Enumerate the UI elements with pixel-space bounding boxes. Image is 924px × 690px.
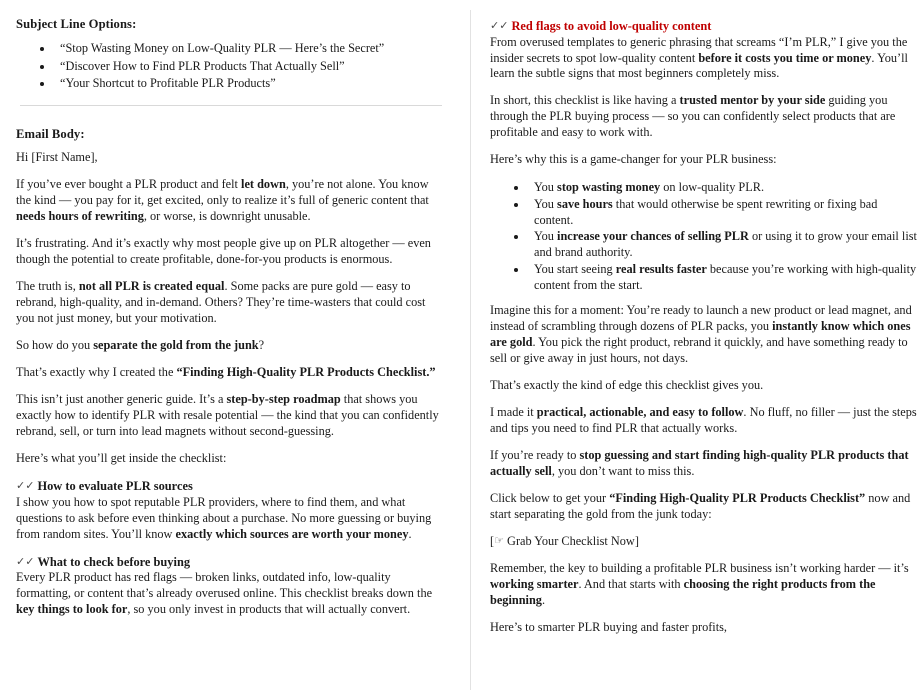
- text-run: , so you only invest in products that will actually convert.: [127, 602, 411, 617]
- text-run: now and start separating the gold from the junk today:: [490, 490, 911, 521]
- emphasis-run: let down: [241, 177, 286, 192]
- paragraph-10: [490, 303, 918, 367]
- text-run: You start seeing: [534, 261, 616, 276]
- text-run: . No fluff, no filler — just the steps and tips you need to find PLR that actually works.: [490, 404, 917, 435]
- text-run: .: [408, 526, 412, 541]
- text-run: You: [534, 229, 558, 244]
- greeting-line: Hi [First Name],: [16, 150, 98, 165]
- paragraph-12: [490, 405, 918, 437]
- text-run: ]: [634, 533, 639, 548]
- benefits-list: [490, 179, 918, 293]
- list-item: [528, 196, 918, 228]
- text-run: . You pick the right product, rebrand it quickly, and have something ready to sell or give away in just hours, not days.: [490, 334, 908, 365]
- list-item: [528, 261, 918, 293]
- emphasis-run: key things to look for: [16, 602, 128, 617]
- text-run: that would otherwise be spent rewriting or fixing bad content.: [534, 196, 878, 227]
- emphasis-run: needs hours of rewriting: [16, 209, 144, 224]
- checklist-feature-1: [16, 478, 446, 542]
- checkmark-icon: ✓✓: [16, 554, 35, 568]
- list-item: [54, 58, 446, 74]
- emphasis-run: stop guessing and start finding high-quality PLR products that actually sell: [490, 447, 909, 478]
- subject-line-options-heading: Subject Line Options:: [16, 17, 137, 31]
- product-title: “Finding High-Quality PLR Products Checklist”: [609, 490, 866, 505]
- text-run: that shows you exactly how to identify PLR with resale potential — the kind that you can confidently rebrand, sell, or turn into lead magnets without second-guessing.: [16, 392, 439, 439]
- text-run: If you’re ready to: [490, 447, 580, 462]
- feature-body-1: [16, 495, 446, 543]
- text-run: Every PLR product has red flags — broken links, outdated info, low-quality formatting, or content that’s already overused online. This checklist breaks down the: [16, 570, 433, 601]
- text-run: .: [541, 592, 546, 607]
- paragraph-8: [490, 93, 918, 141]
- text-run: because you’re working with high-quality content from the start.: [534, 261, 917, 292]
- cta-link[interactable]: [490, 534, 918, 550]
- emphasis-run: step-by-step roadmap: [226, 392, 341, 407]
- text-run: Click below to get your: [490, 490, 610, 505]
- email-body-heading: Email Body:: [16, 127, 85, 142]
- text-run: If you’ve ever bought a PLR product and felt: [16, 177, 242, 192]
- text-run: From overused templates to generic phrasing that screams “I’m PLR,” I give you the insider secrets to spot low-quality content: [490, 34, 908, 65]
- emphasis-run: save hours: [557, 196, 613, 211]
- paragraph-9: Here’s why this is a game-changer for your PLR business:: [490, 152, 777, 167]
- feature-heading-text: Red flags to avoid low-quality content: [511, 19, 712, 33]
- cta-label: Grab Your Checklist Now: [503, 533, 635, 548]
- paragraph-13: [490, 448, 918, 480]
- text-run: ?: [258, 338, 265, 353]
- feature-heading-text: What to check before buying: [37, 554, 191, 569]
- text-run: guiding you through the PLR buying process — so you can confidently select products that are profitable and easy to work with.: [490, 93, 896, 140]
- paragraph-1: [16, 177, 446, 225]
- feature-body-3: [490, 35, 918, 83]
- emphasis-run: real results faster: [615, 261, 707, 276]
- paragraph-11: That’s exactly the kind of edge this checklist gives you.: [490, 377, 764, 392]
- emphasis-run: practical, actionable, and easy to follow: [536, 404, 744, 419]
- text-run: This isn’t just another generic guide. It’s a: [16, 392, 227, 407]
- paragraph-6: [16, 392, 446, 440]
- emphasis-run: separate the gold from the junk: [93, 338, 259, 353]
- text-run: Imagine this for a moment: You’re ready to launch a new product or lead magnet, and instead of scrambling through dozens of PLR packs, you: [490, 302, 912, 333]
- list-item: [528, 179, 918, 195]
- list-item: [54, 75, 446, 91]
- emphasis-run: exactly which sources are worth your money: [175, 526, 409, 541]
- text-run: I show you how to spot reputable PLR providers, where to find them, and what questions to ask before even thinking about a purchase. No more guessing or buying from random sites. You’ll know: [16, 494, 432, 541]
- feature-body-2: [16, 570, 446, 618]
- emphasis-run: choosing the right products from the beginning: [490, 576, 876, 607]
- text-run: on low-quality PLR.: [660, 180, 765, 195]
- emphasis-run: not all PLR is created equal: [78, 279, 225, 294]
- subject-option-text: “Your Shortcut to Profitable PLR Products”: [60, 75, 276, 90]
- text-run: . Some packs are pure gold — easy to rebrand, high-quality, and in-demand. Others? They’re time-wasters that could cost you not just money, but your motivation.: [16, 279, 426, 326]
- emphasis-run: working smarter: [490, 576, 579, 591]
- pointing-hand-icon: ☞: [494, 533, 504, 547]
- emphasis-run: stop wasting money: [557, 180, 661, 195]
- subject-line-options-list: [16, 40, 446, 91]
- paragraph-3: [16, 279, 446, 327]
- text-run: You: [534, 180, 558, 195]
- paragraph-4: [16, 338, 446, 354]
- feature-heading-2: [16, 554, 446, 571]
- subject-option-text: “Discover How to Find PLR Products That Actually Sell”: [60, 58, 345, 73]
- text-run: Remember, the key to building a profitable PLR business isn’t working harder — it’s: [490, 560, 909, 575]
- paragraph-15: [490, 561, 918, 609]
- text-run: or using it to grow your email list and brand authority.: [534, 229, 917, 260]
- text-run: So how do you: [16, 338, 94, 353]
- text-run: In short, this checklist is like having a: [490, 93, 680, 108]
- paragraph-7: Here’s what you’ll get inside the checklist:: [16, 451, 227, 466]
- subject-option-text: “Stop Wasting Money on Low-Quality PLR — Here’s the Secret”: [60, 41, 385, 56]
- list-item: [528, 228, 918, 260]
- text-run: , you don’t want to miss this.: [551, 463, 695, 478]
- list-item: [54, 40, 446, 56]
- section-divider-rule: [20, 105, 442, 106]
- text-run: . You’ll learn the subtle signs that most beginners completely miss.: [490, 50, 908, 81]
- text-run: That’s exactly why I created the: [16, 365, 177, 380]
- emphasis-run: instantly know which ones are gold: [490, 318, 911, 349]
- paragraph-5: [16, 365, 446, 381]
- text-run: [: [490, 533, 495, 548]
- text-run: , you’re not alone. You know the kind — you pay for it, get excited, only to realize it’s full of generic content that: [16, 177, 429, 208]
- signoff-line: Here’s to smarter PLR buying and faster profits,: [490, 619, 728, 634]
- checkmark-icon: ✓✓: [490, 19, 509, 32]
- paragraph-14: [490, 491, 918, 523]
- text-run: You: [534, 196, 558, 211]
- checklist-feature-3: [490, 18, 918, 82]
- checklist-feature-2: [16, 554, 446, 618]
- column-divider: [470, 10, 471, 690]
- emphasis-run: trusted mentor by your side: [679, 93, 826, 108]
- checkmark-icon: ✓✓: [16, 479, 35, 493]
- feature-heading-1: [16, 478, 446, 495]
- right-column: [470, 0, 924, 690]
- feature-heading-text: How to evaluate PLR sources: [37, 479, 193, 494]
- text-run: . And that starts with: [578, 576, 684, 591]
- text-run: , or worse, is downright unusable.: [143, 209, 311, 224]
- text-run: I made it: [490, 404, 537, 419]
- emphasis-run: increase your chances of selling PLR: [557, 229, 749, 244]
- emphasis-run: before it costs you time or money: [698, 50, 872, 65]
- feature-heading-3: [490, 18, 918, 35]
- product-title: “Finding High-Quality PLR Products Checklist.”: [176, 365, 436, 380]
- paragraph-2: It’s frustrating. And it’s exactly why most people give up on PLR altogether — even though the potential to create profitable, done-for-you products is enormous.: [16, 236, 431, 267]
- text-run: The truth is,: [16, 279, 79, 294]
